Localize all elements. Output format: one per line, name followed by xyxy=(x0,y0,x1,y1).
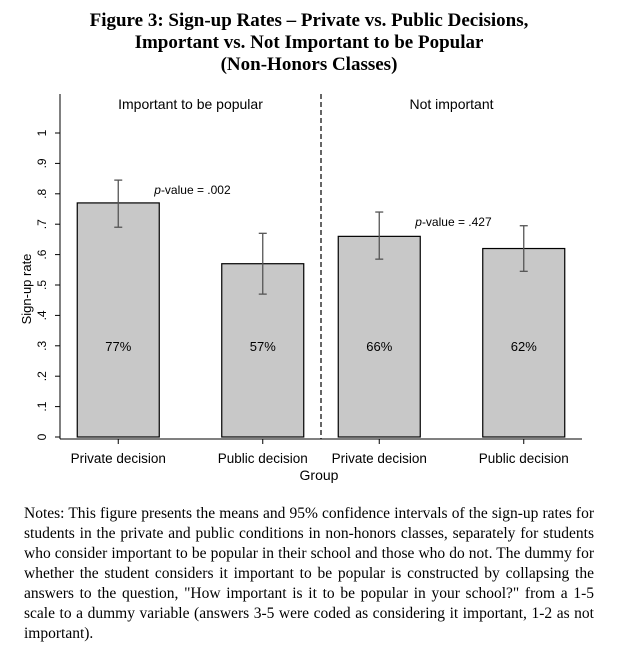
y-tick-label: .1 xyxy=(35,401,49,412)
figure-title-line-1: Figure 3: Sign-up Rates – Private vs. Public Decisions, xyxy=(89,10,529,31)
bar-value-label: 62% xyxy=(510,338,537,354)
y-tick-label: 1 xyxy=(35,129,49,137)
bar xyxy=(77,203,159,437)
panel-header: Not important xyxy=(409,96,494,112)
y-tick-label: .7 xyxy=(35,219,49,230)
y-tick-label: .2 xyxy=(35,371,49,382)
x-tick-label: Public decision xyxy=(217,451,308,466)
bar-chart xyxy=(0,80,618,490)
x-tick-label: Private decision xyxy=(331,451,427,466)
y-tick-label: .5 xyxy=(35,279,49,291)
x-axis-title: Group xyxy=(299,467,339,483)
figure-title xyxy=(0,10,618,76)
y-tick-label: .9 xyxy=(35,158,49,169)
y-axis-title: Sign-up rate xyxy=(19,253,34,325)
bar xyxy=(338,236,420,437)
y-tick-label: .8 xyxy=(35,188,49,199)
figure-title-line-3: (Non-Honors Classes) xyxy=(220,54,398,75)
panel-header: Important to be popular xyxy=(118,96,263,112)
x-tick-label: Private decision xyxy=(70,451,166,466)
x-tick-label: Public decision xyxy=(478,451,569,466)
y-tick-label: .3 xyxy=(35,340,49,351)
p-value-annotation: p-value = .002 xyxy=(154,183,231,198)
y-tick-label: .6 xyxy=(35,249,49,260)
figure-title-line-2: Important vs. Not Important to be Popular xyxy=(134,32,484,53)
figure-notes: Notes: This figure presents the means and 95% confidence intervals of the sign-up rates for students in the private and public conditions in non-honors classes, separately for students who consider important to be popular in their school and those who do not. The dummy for whether the student considers it important to be popular is constructed by collapsing the answers to the question, "How important is it to be popular in your school?" from a 1-5 scale to a dummy variable (answers 3-5 were coded as considering it important, 1-2 as not important). xyxy=(24,505,594,642)
bar-value-label: 66% xyxy=(366,338,393,354)
y-tick-label: .4 xyxy=(35,310,49,321)
y-tick-label: 0 xyxy=(35,433,49,441)
bar-value-label: 77% xyxy=(105,338,132,354)
bar-value-label: 57% xyxy=(249,338,276,354)
p-value-annotation: p-value = .427 xyxy=(415,215,492,230)
